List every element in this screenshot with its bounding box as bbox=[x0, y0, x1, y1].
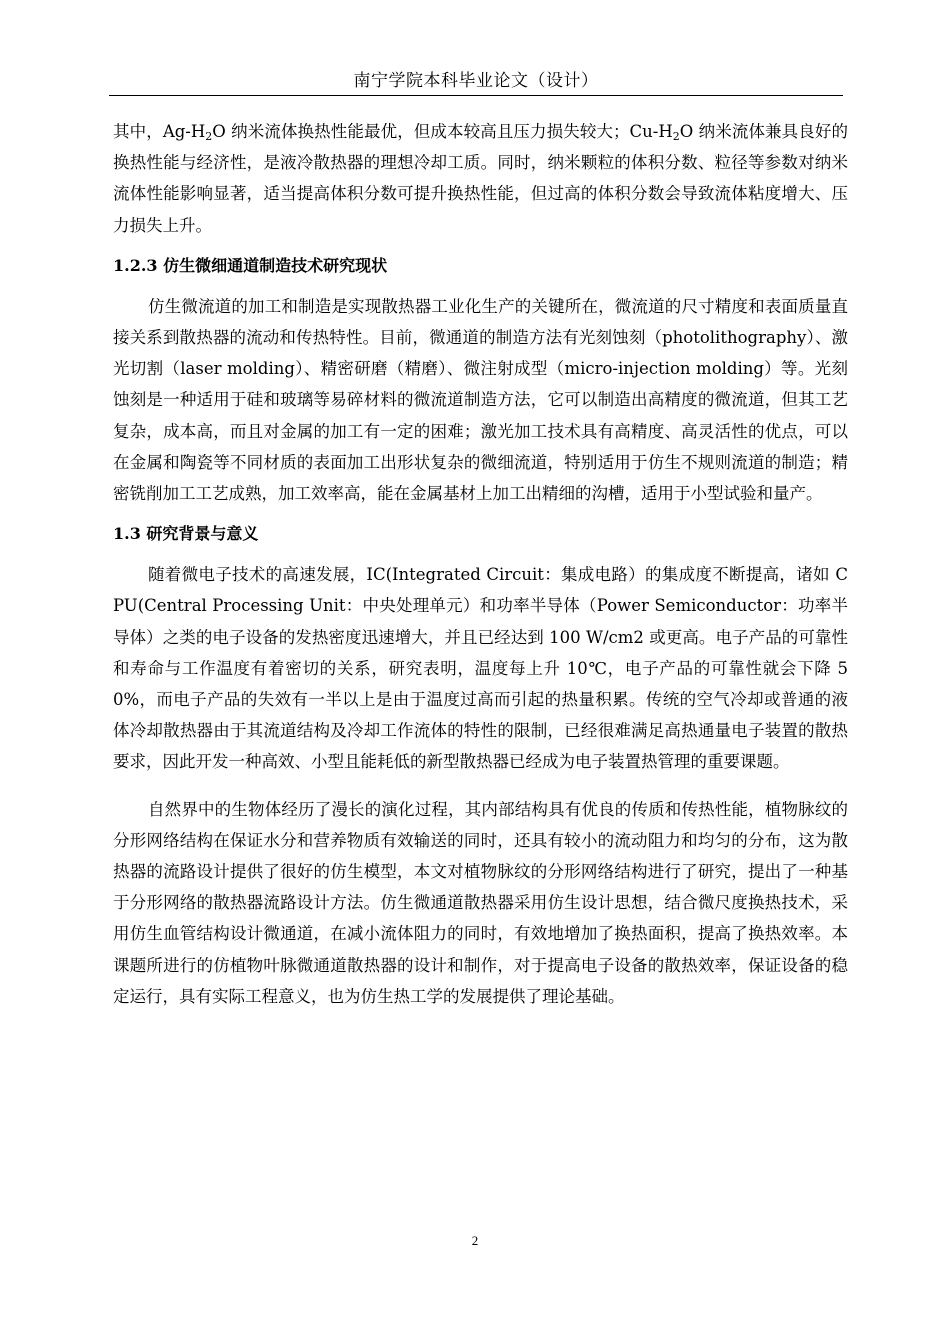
section-heading-1-3: 1.3 研究背景与意义 bbox=[113, 524, 259, 544]
subscript: 2 bbox=[672, 130, 680, 143]
header-divider bbox=[109, 95, 843, 96]
paragraph-significance: 自然界中的生物体经历了漫长的演化过程，其内部结构具有优良的传质和传热性能，植物脉纹的分形网络结构在保证水分和营养物质有效输送的同时，还具有较小的流动阻力和均匀的分布，这为散热器的流路设计提供了很好的仿生模型，本文对植物脉纹的分形网络结构进行了研究，提出了一种基于分形网络的散热器流路设计方法。仿生微通道散热器采用仿生设计思想，结合微尺度换热技术，采用仿生血管结构设计微通道，在减小流体阻力的同时，有效地增加了换热面积，提高了换热效率。本课题所进行的仿植物叶脉微通道散热器的设计和制作，对于提高电子设备的散热效率，保证设备的稳定运行，具有实际工程意义，也为仿生热工学的发展提供了理论基础。 bbox=[113, 799, 848, 1006]
text-run: O 纳米流体兼具良好的换热性能与经济性，是液冷散热器的理想冷却工质。同时，纳米颗粒的体积分数、粒径等参数对纳米流体性能影响显著，适当提高体积分数可提升换热性能，但过高的体积分数会导致流体粘度增大、压力损失上升。 bbox=[113, 122, 848, 235]
page-number: 2 bbox=[471, 1233, 479, 1248]
body-text bbox=[113, 116, 848, 1012]
paragraph-manufacturing: 仿生微流道的加工和制造是实现散热器工业化生产的关键所在，微流道的尺寸精度和表面质量直接关系到散热器的流动和传热特性。目前，微通道的制造方法有光刻蚀刻（photolithography）、激光切割（laser molding）、精密研磨（精磨）、微注射成型（micro-injection molding）等。光刻蚀刻是一种适用于硅和玻璃等易碎材料的微流道制造方法，它可以制造出高精度的微流道，但其工艺复杂，成本高，而且对金属的加工有一定的困难；激光加工技术具有高精度、高灵活性的优点，可以在金属和陶瓷等不同材质的表面加工出形状复杂的微细流道，特别适用于仿生不规则流道的制造；精密铣削加工工艺成熟，加工效率高，能在金属基材上加工出精细的沟槽，适用于小型试验和量产。 bbox=[113, 296, 848, 504]
paragraph-nanofluid-summary bbox=[113, 116, 848, 241]
section-heading-1-2-3: 1.2.3 仿生微细通道制造技术研究现状 bbox=[113, 255, 388, 275]
text-run: O 纳米流体换热性能最优，但成本较高且压力损失较大；Cu-H bbox=[212, 122, 673, 141]
text-run: 其中，Ag-H bbox=[113, 122, 206, 141]
paragraph-background: 随着微电子技术的高速发展，IC(Integrated Circuit：集成电路）的集成度不断提高，诸如 CPU(Central Processing Unit：中央处理单元）和功率半导体（Power Semiconductor：功率半导体）之类的电子设备的发热密度迅速增大，并且已经达到 100 W/cm2 或更高。电子产品的可靠性和寿命与工作温度有着密切的关系，研究表明，温度每上升 10℃，电子产品的可靠性就会下降 50%，而电子产品的失效有一半以上是由于温度过高而引起的热量积累。传统的空气冷却或普通的液体冷却散热器由于其流道结构及冷却工作流体的特性的限制，已经很难满足高热通量电子装置的散热要求，因此开发一种高效、小型且能耗低的新型散热器已经成为电子装置热管理的重要课题。 bbox=[113, 565, 848, 772]
subscript: 2 bbox=[205, 130, 213, 143]
running-header: 南宁学院本科毕业论文（设计） bbox=[353, 71, 599, 91]
